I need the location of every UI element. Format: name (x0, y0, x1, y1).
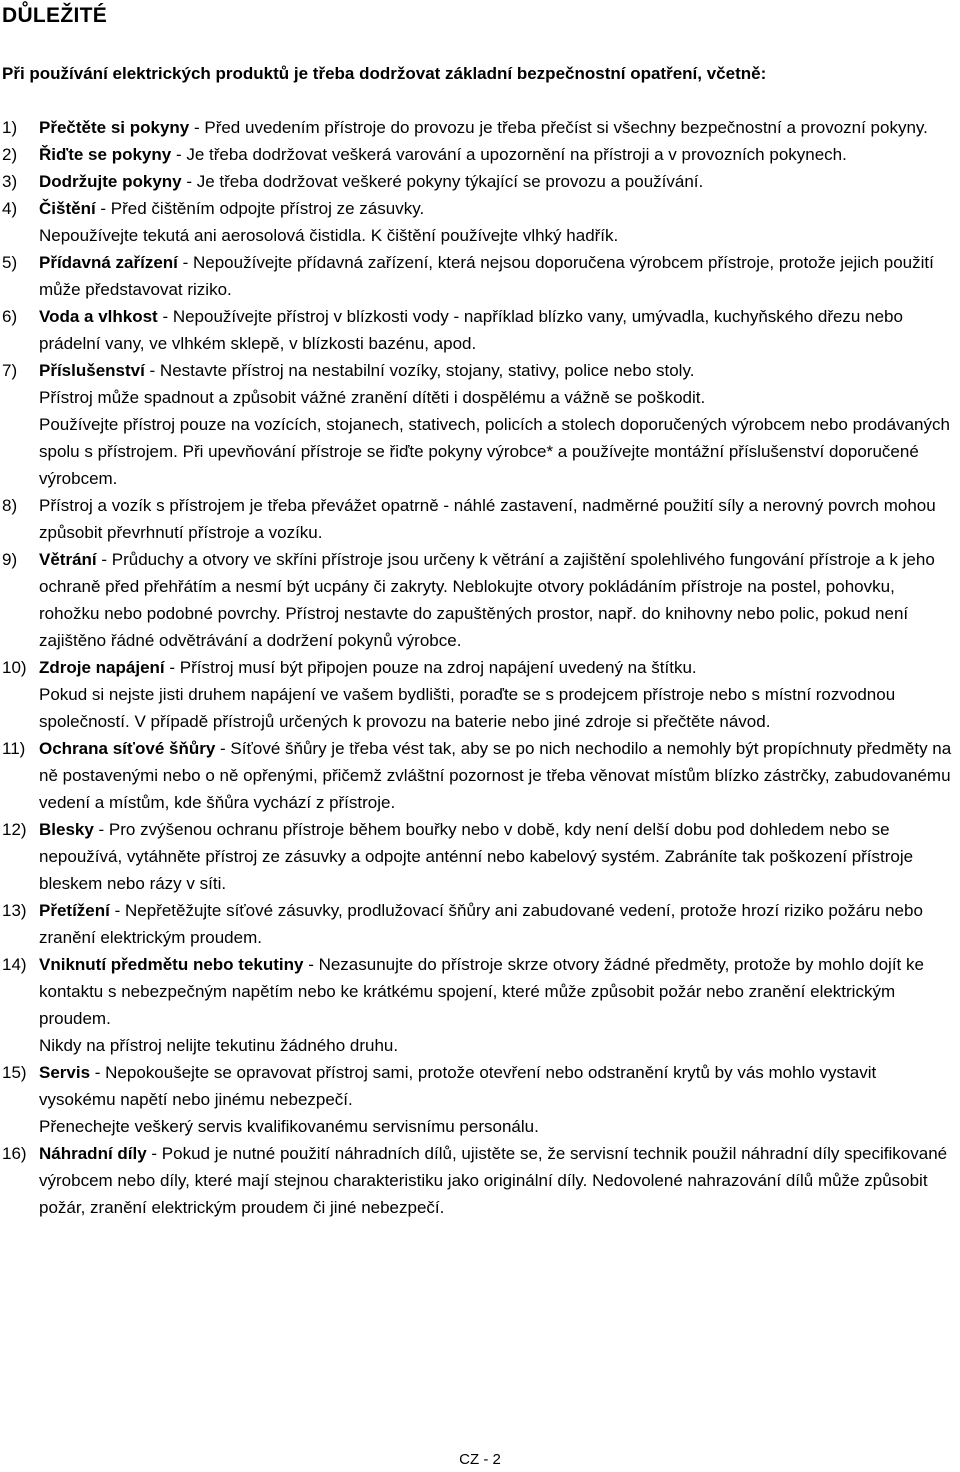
item-body (39, 951, 957, 1059)
item-body (39, 168, 957, 195)
item-text: - Nepoužívejte přístroj v blízkosti vody - například blízko vany, umývadla, kuchyňského dřezu nebo prádelní vany, ve vlhkém sklepě, v blízkosti bazénu, apod. (39, 307, 903, 353)
item-text: - Před uvedením přístroje do provozu je třeba přečíst si všechny bezpečnostní a provozní pokyny. (189, 118, 928, 137)
item-extra-paragraph: Přenechejte veškerý servis kvalifikovanému servisnímu personálu. (39, 1117, 539, 1136)
item-paragraph (39, 735, 957, 816)
item-body (39, 1059, 957, 1140)
item-paragraph (39, 357, 957, 384)
item-paragraph (39, 141, 957, 168)
item-text: - Je třeba dodržovat veškerá varování a upozornění na přístroji a v provozních pokynech. (171, 145, 847, 164)
list-item (0, 249, 960, 303)
item-number: 3) (2, 172, 18, 191)
item-keyword: Blesky (39, 820, 94, 839)
item-extra-paragraph: Nikdy na přístroj nelijte tekutinu žádného druhu. (39, 1036, 399, 1055)
item-paragraph (39, 897, 957, 951)
item-keyword: Ochrana síťové šňůry (39, 739, 216, 758)
item-extra-paragraph: Nepoužívejte tekutá ani aerosolová čistidla. K čištění používejte vlhký hadřík. (39, 226, 619, 245)
item-number: 16) (2, 1144, 27, 1163)
item-body (39, 195, 957, 249)
list-item (0, 492, 960, 546)
item-paragraph (39, 546, 957, 654)
item-body (39, 303, 957, 357)
item-paragraph (39, 168, 957, 195)
item-text: - Nezasunujte do přístroje skrze otvory žádné předměty, protože by mohlo dojít ke kontaktu s nebezpečným napětím nebo ke krátkému spojení, které může způsobit požár nebo zranění elektrickým proudem. (39, 955, 924, 1028)
item-body (39, 816, 957, 897)
item-paragraph (39, 654, 957, 681)
list-item (0, 141, 960, 168)
item-paragraph (39, 114, 957, 141)
item-text: - Nepřetěžujte síťové zásuvky, prodlužovací šňůry ani zabudované vedení, protože hrozí riziko požáru nebo zranění elektrickým proudem. (39, 901, 923, 947)
item-extra-paragraph: Přístroj může spadnout a způsobit vážné zranění dítěti i dospělému a vážně se poškodit. (39, 388, 706, 407)
list-item (0, 168, 960, 195)
item-text: - Je třeba dodržovat veškeré pokyny týkající se provozu a používání. (181, 172, 704, 191)
list-item (0, 114, 960, 141)
item-keyword: Přetížení (39, 901, 110, 920)
item-text: - Nestavte přístroj na nestabilní vozíky, stojany, stativy, police nebo stoly. (144, 361, 695, 380)
item-text: - Nepoužívejte přídavná zařízení, která nejsou doporučena výrobcem přístroje, protože jejich použití může představovat riziko. (39, 253, 934, 299)
safety-instructions-list (0, 114, 960, 1221)
item-text: - Síťové šňůry je třeba vést tak, aby se po nich nechodilo a nemohly být propíchnuty předměty na ně postavenými nebo o ně opřenými, přičemž zvláštní pozornost je třeba věnovat místům blízko zástrčky, zabudovanému vedení a místům, kde šňůra vychází z přístroje. (39, 739, 952, 812)
item-number: 15) (2, 1063, 27, 1082)
list-item (0, 1140, 960, 1221)
item-number: 4) (2, 199, 18, 218)
list-item (0, 735, 960, 816)
item-number: 2) (2, 145, 18, 164)
item-body (39, 141, 957, 168)
item-keyword: Větrání (39, 550, 97, 569)
item-paragraph (39, 951, 957, 1032)
item-text: - Nepokoušejte se opravovat přístroj sami, protože otevření nebo odstranění krytů by vás mohlo vystavit vysokému napětí nebo jinému nebezpečí. (39, 1063, 877, 1109)
item-body (39, 357, 957, 492)
intro-paragraph: Při používání elektrických produktů je třeba dodržovat základní bezpečnostní opatření, včetně: (2, 64, 767, 83)
item-keyword: Náhradní díly (39, 1144, 147, 1163)
item-text: - Pokud je nutné použití náhradních dílů, ujistěte se, že servisní technik použil náhradní díly specifikované výrobcem nebo díly, které mají stejnou charakteristiku jako originální díly. Nedovolené nahrazování dílů může způsobit požár, zranění elektrickým proudem či jiné nebezpečí. (39, 1144, 948, 1217)
item-text: - Přístroj musí být připojen pouze na zdroj napájení uvedený na štítku. (164, 658, 697, 677)
item-body (39, 1140, 957, 1221)
item-number: 11) (2, 739, 26, 758)
item-number: 14) (2, 955, 27, 974)
item-text: - Před čištěním odpojte přístroj ze zásuvky. (95, 199, 425, 218)
list-item (0, 654, 960, 735)
list-item (0, 1059, 960, 1140)
item-extra-paragraph: Používejte přístroj pouze na vozících, stojanech, stativech, policích a stolech doporučených výrobcem nebo prodávaných spolu s přístrojem. Při upevňování přístroje se řiďte pokyny výrobce* a používejte montážní příslušenství doporučené výrobcem. (39, 415, 950, 488)
item-number: 13) (2, 901, 27, 920)
item-paragraph (39, 1059, 957, 1113)
item-number: 9) (2, 550, 18, 569)
item-keyword: Vniknutí předmětu nebo tekutiny (39, 955, 304, 974)
item-body (39, 249, 957, 303)
item-paragraph (39, 492, 957, 546)
item-body (39, 492, 957, 546)
list-item (0, 195, 960, 249)
item-paragraph (39, 195, 957, 222)
list-item (0, 897, 960, 951)
item-keyword: Servis (39, 1063, 91, 1082)
item-keyword: Dodržujte pokyny (39, 172, 182, 191)
list-item (0, 357, 960, 492)
item-body (39, 546, 957, 654)
item-extra-paragraph: Pokud si nejste jisti druhem napájení ve vašem bydlišti, poraďte se s prodejcem přístroje nebo s místní rozvodnou společností. V případě přístrojů určených k provozu na baterie nebo jiné zdroje si přečtěte návod. (39, 685, 896, 731)
item-keyword: Přečtěte si pokyny (39, 118, 190, 137)
list-item (0, 303, 960, 357)
item-keyword: Čištění (39, 199, 96, 218)
list-item (0, 546, 960, 654)
item-body (39, 114, 957, 141)
item-body (39, 897, 957, 951)
item-text: - Průduchy a otvory ve skříni přístroje jsou určeny k větrání a zajištění spolehlivého fungování přístroje a k jeho ochraně před přehřátím a nesmí být ucpány či zakryty. Neblokujte otvory pokládáním přístroje na postel, pohovku, rohožku nebo podobné povrchy. Přístroj nestavte do zapuštěných prostor, např. do knihovny nebo polic, pokud není zajištěno řádné odvětrávání a dodržení pokynů výrobce. (39, 550, 935, 650)
item-paragraph (39, 816, 957, 897)
item-text: Přístroj a vozík s přístrojem je třeba převážet opatrně - náhlé zastavení, nadměrné použití síly a nerovný povrch mohou způsobit převrhnutí přístroje a vozíku. (39, 496, 936, 542)
item-number: 1) (2, 118, 18, 137)
item-number: 5) (2, 253, 18, 272)
item-paragraph (39, 1140, 957, 1221)
page-footer (0, 1450, 960, 1470)
item-paragraph (39, 249, 957, 303)
item-body (39, 654, 957, 735)
item-keyword: Voda a vlhkost (39, 307, 158, 326)
list-item (0, 951, 960, 1059)
item-keyword: Zdroje napájení (39, 658, 165, 677)
page-number: CZ - 2 (459, 1451, 501, 1468)
item-number: 7) (2, 361, 18, 380)
item-text: - Pro zvýšenou ochranu přístroje během bouřky nebo v době, kdy není delší dobu pod dohledem nebo se nepoužívá, vytáhněte přístroj ze zásuvky a odpojte anténní nebo kabelový systém. Zabráníte tak poškození přístroje bleskem nebo rázy v síti. (39, 820, 914, 893)
item-paragraph (39, 303, 957, 357)
item-keyword: Přídavná zařízení (39, 253, 178, 272)
list-item (0, 816, 960, 897)
item-number: 8) (2, 496, 18, 515)
page-title: DŮLEŽITÉ (2, 4, 108, 27)
item-body (39, 735, 957, 816)
item-number: 12) (2, 820, 27, 839)
item-keyword: Příslušenství (39, 361, 145, 380)
item-number: 10) (2, 658, 27, 677)
item-number: 6) (2, 307, 18, 326)
item-keyword: Řiďte se pokyny (39, 145, 172, 164)
